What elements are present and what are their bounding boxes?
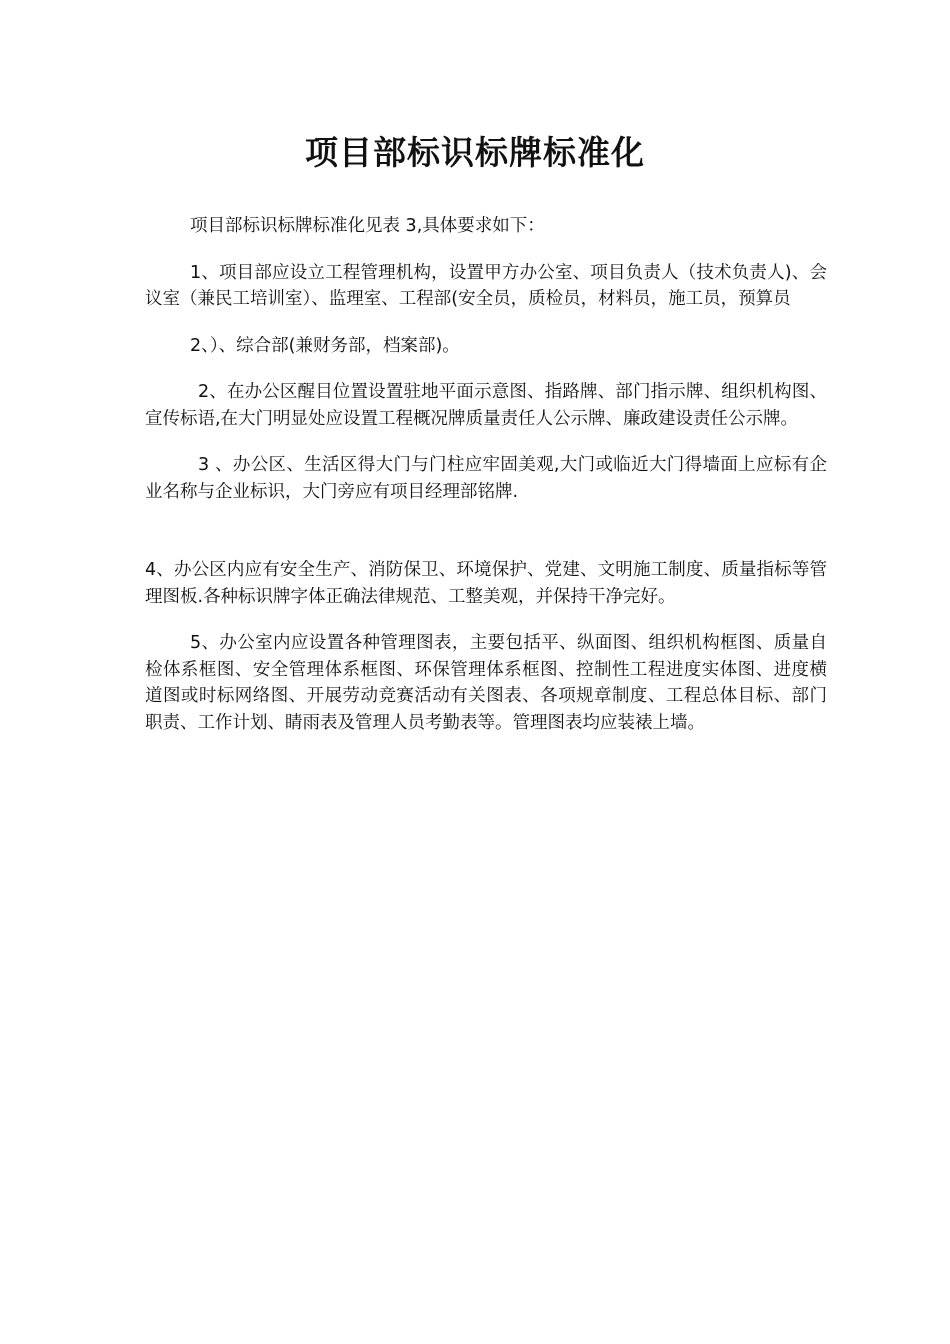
paragraph-item-4: 4、办公区内应有安全生产、消防保卫、环境保护、党建、文明施工制度、质量指标等管理图板.各种标识牌字体正确法律规范、工整美观，并保持干净完好。: [145, 560, 827, 607]
document-title: 项目部标识标牌标准化: [305, 133, 645, 172]
document-body: [145, 213, 827, 756]
paragraph-item-2: 2、在办公区醒目位置设置驻地平面示意图、指路牌、部门指示牌、组织机构图、宣传标语,在大门明显处应设置工程概况牌质量责任人公示牌、廉政建设责任公示牌。: [145, 382, 827, 429]
paragraph-item-1: 1、项目部应设立工程管理机构，设置甲方办公室、项目负责人（技术负责人)、会议室（兼民工培训室）、监理室、工程部(安全员，质检员，材料员，施工员，预算员: [145, 262, 827, 309]
paragraph-item-5: 5、办公室内应设置各种管理图表，主要包括平、纵面图、组织机构框图、质量自检体系框图、安全管理体系框图、环保管理体系框图、控制性工程进度实体图、进度横道图或时标网络图、开展劳动竞赛活动有关图表、各项规章制度、工程总体目标、部门职责、工作计划、睛雨表及管理人员考勤表等。管理图表均应装裱上墙。: [145, 633, 827, 733]
paragraph-intro: 项目部标识标牌标准化见表 3,具体要求如下：: [190, 216, 545, 236]
paragraph-item-3: 3 、办公区、生活区得大门与门柱应牢固美观,大门或临近大门得墙面上应标有企业名称与企业标识，大门旁应有项目经理部铭牌.: [145, 455, 827, 502]
paragraph-item-2-cont: 2、）、综合部(兼财务部，档案部)。: [190, 335, 460, 356]
